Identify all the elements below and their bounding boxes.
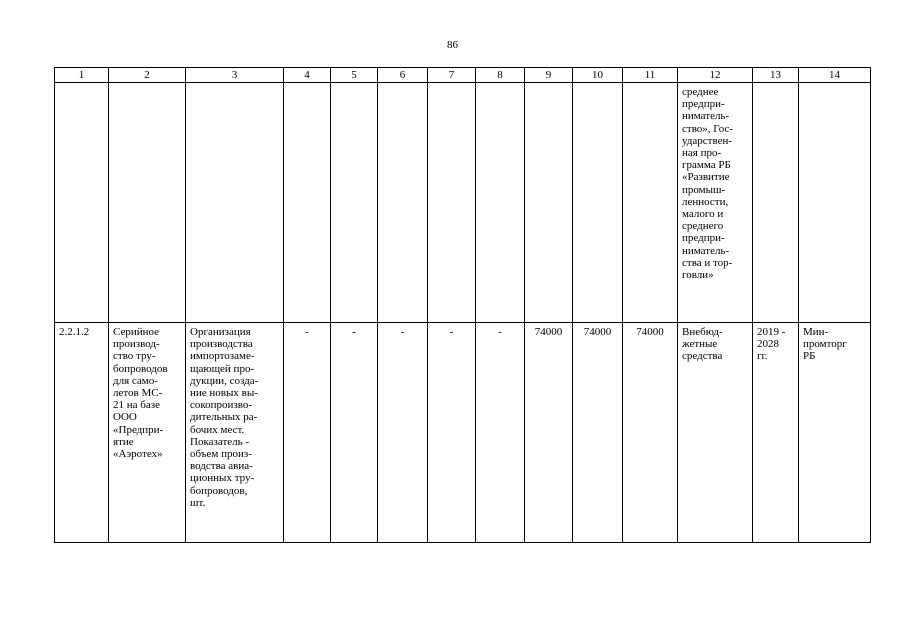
- table-cell: [378, 83, 428, 323]
- table-cell: [799, 83, 871, 323]
- table-cell: [525, 83, 573, 323]
- program-table: [54, 67, 871, 543]
- column-number-6: 6: [378, 68, 428, 83]
- value-col-9: 74000: [525, 323, 573, 543]
- project-description: Организация производства импортозаме- щающей про- дукции, созда- ние новых вы- сокопроизво- дительных ра- бочих мест. Показатель - объем произ- водства авиа- ционных тру- бопроводов, шт.: [186, 323, 284, 543]
- column-number-9: 9: [525, 68, 573, 83]
- value-col-11: 74000: [623, 323, 678, 543]
- column-number-row: [55, 68, 871, 83]
- value-col-7: -: [428, 323, 476, 543]
- table-cell: [331, 83, 378, 323]
- responsible-executor: Мин- промторг РБ: [799, 323, 871, 543]
- funding-source: Внебюд- жетные средства: [678, 323, 753, 543]
- column-number-3: 3: [186, 68, 284, 83]
- table-cell: [109, 83, 186, 323]
- column-number-1: 1: [55, 68, 109, 83]
- table-cell: [753, 83, 799, 323]
- column-number-11: 11: [623, 68, 678, 83]
- value-col-10: 74000: [573, 323, 623, 543]
- column-number-8: 8: [476, 68, 525, 83]
- table-row: [55, 323, 871, 543]
- table-cell: [573, 83, 623, 323]
- column-number-14: 14: [799, 68, 871, 83]
- column-number-7: 7: [428, 68, 476, 83]
- column-number-4: 4: [284, 68, 331, 83]
- column-number-2: 2: [109, 68, 186, 83]
- column-number-12: 12: [678, 68, 753, 83]
- column-number-10: 10: [573, 68, 623, 83]
- value-col-6: -: [378, 323, 428, 543]
- table-cell: [428, 83, 476, 323]
- table-cell: [623, 83, 678, 323]
- item-number: 2.2.1.2: [55, 323, 109, 543]
- project-name: Серийное производ- ство тру- бопроводов для само- летов МС- 21 на базе ООО «Предпри- ятие «Аэротех»: [109, 323, 186, 543]
- table-row: [55, 83, 871, 323]
- value-col-8: -: [476, 323, 525, 543]
- table-cell: [284, 83, 331, 323]
- column-number-5: 5: [331, 68, 378, 83]
- value-col-5: -: [331, 323, 378, 543]
- table-cell: [186, 83, 284, 323]
- column-number-13: 13: [753, 68, 799, 83]
- table-cell: [476, 83, 525, 323]
- implementation-period: 2019 - 2028 гг.: [753, 323, 799, 543]
- funding-source-continued: среднее предпри- ниматель- ство», Гос- ударствен- ная про- грамма РБ «Развитие промыш- ленности, малого и среднего предпри- ниматель- ства и тор- говли»: [678, 83, 753, 323]
- page-number: 86: [447, 39, 458, 51]
- table-cell: [55, 83, 109, 323]
- value-col-4: -: [284, 323, 331, 543]
